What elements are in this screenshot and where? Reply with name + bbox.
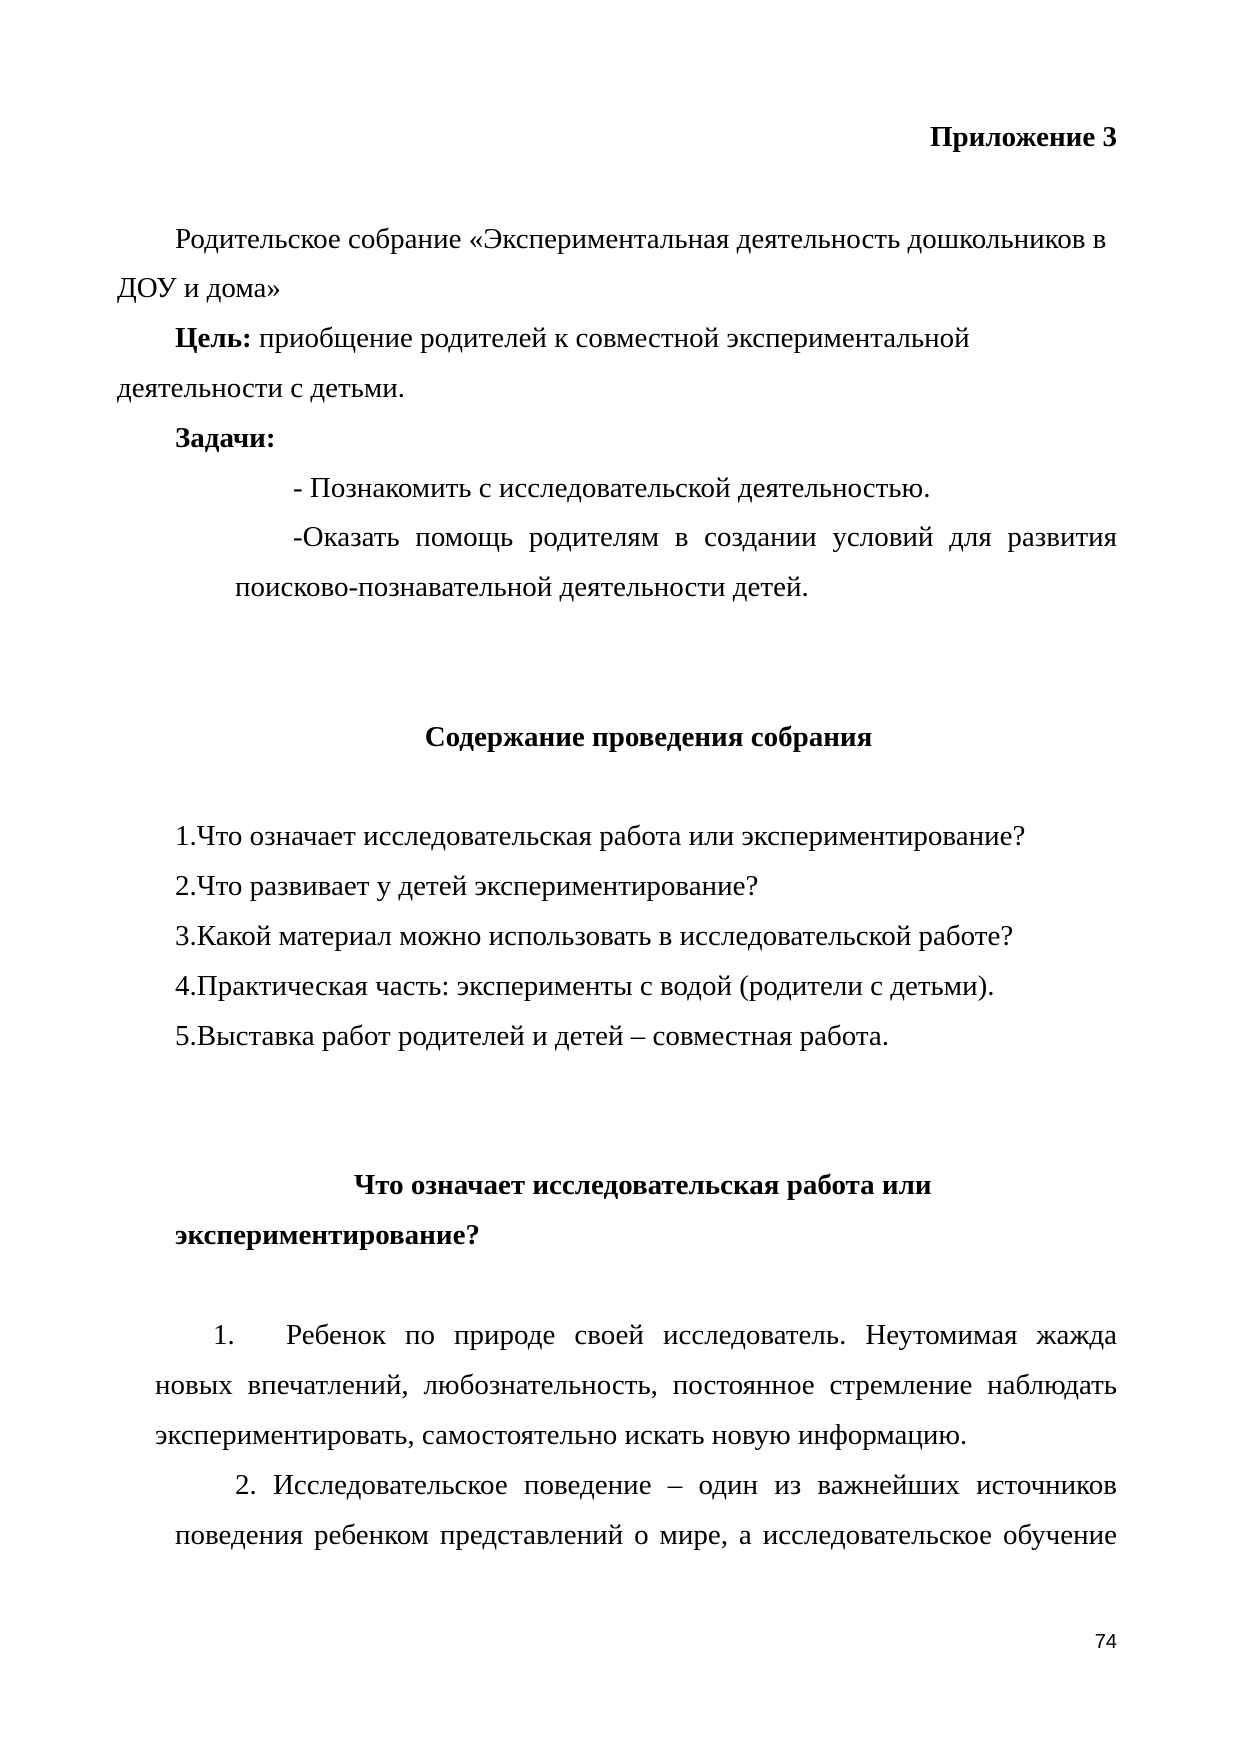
paragraph1-line2: новых впечатлений, любознательность, постоянное стремление наблюдать xyxy=(155,1369,1117,1401)
page-number: 74 xyxy=(1094,1631,1117,1653)
tasks-label: Задачи: xyxy=(175,422,276,454)
goal-line2: деятельности с детьми. xyxy=(117,372,406,404)
paragraph2-line1: 2. Исследовательское поведение – один из важнейших источников xyxy=(235,1469,1117,1501)
meeting-title-line2: ДОУ и дома» xyxy=(117,272,281,304)
goal-text: приобщение родителей к совместной экспериментальной xyxy=(251,322,970,354)
content-item-5: 5.Выставка работ родителей и детей – совместная работа. xyxy=(175,1020,889,1052)
task-item-2: -Оказать помощь родителям в создании условий для развития xyxy=(293,521,1117,553)
paragraph1-number: 1. xyxy=(213,1319,235,1351)
paragraph1-line1: Ребенок по природе своей исследователь. Неутомимая жажда xyxy=(286,1319,1117,1351)
meeting-title-line1: Родительское собрание «Экспериментальная деятельность дошкольников в xyxy=(175,223,1107,255)
paragraph1-line3: экспериментировать, самостоятельно искать новую информацию. xyxy=(155,1419,968,1451)
content-heading: Содержание проведения собрания xyxy=(424,721,873,753)
section-heading-line2: экспериментирование? xyxy=(175,1219,480,1251)
appendix-label: Приложение 3 xyxy=(930,121,1117,153)
task-item-1: - Познакомить с исследовательской деятельностью. xyxy=(293,472,931,504)
paragraph2-line2: поведения ребенком представлений о мире, а исследовательское обучение xyxy=(175,1519,1117,1551)
goal-label: Цель: xyxy=(175,322,252,354)
task-item-2-continuation: поисково-познавательной деятельности детей. xyxy=(235,571,809,603)
section-heading-line1: Что означает исследовательская работа или xyxy=(354,1169,932,1201)
content-item-1: 1.Что означает исследовательская работа или экспериментирование? xyxy=(175,820,1026,852)
content-item-4: 4.Практическая часть: эксперименты с водой (родители с детьми). xyxy=(175,970,995,1002)
content-item-3: 3.Какой материал можно использовать в исследовательской работе? xyxy=(175,920,1014,952)
content-item-2: 2.Что развивает у детей экспериментирование? xyxy=(175,870,759,902)
goal-line1 xyxy=(175,321,970,355)
